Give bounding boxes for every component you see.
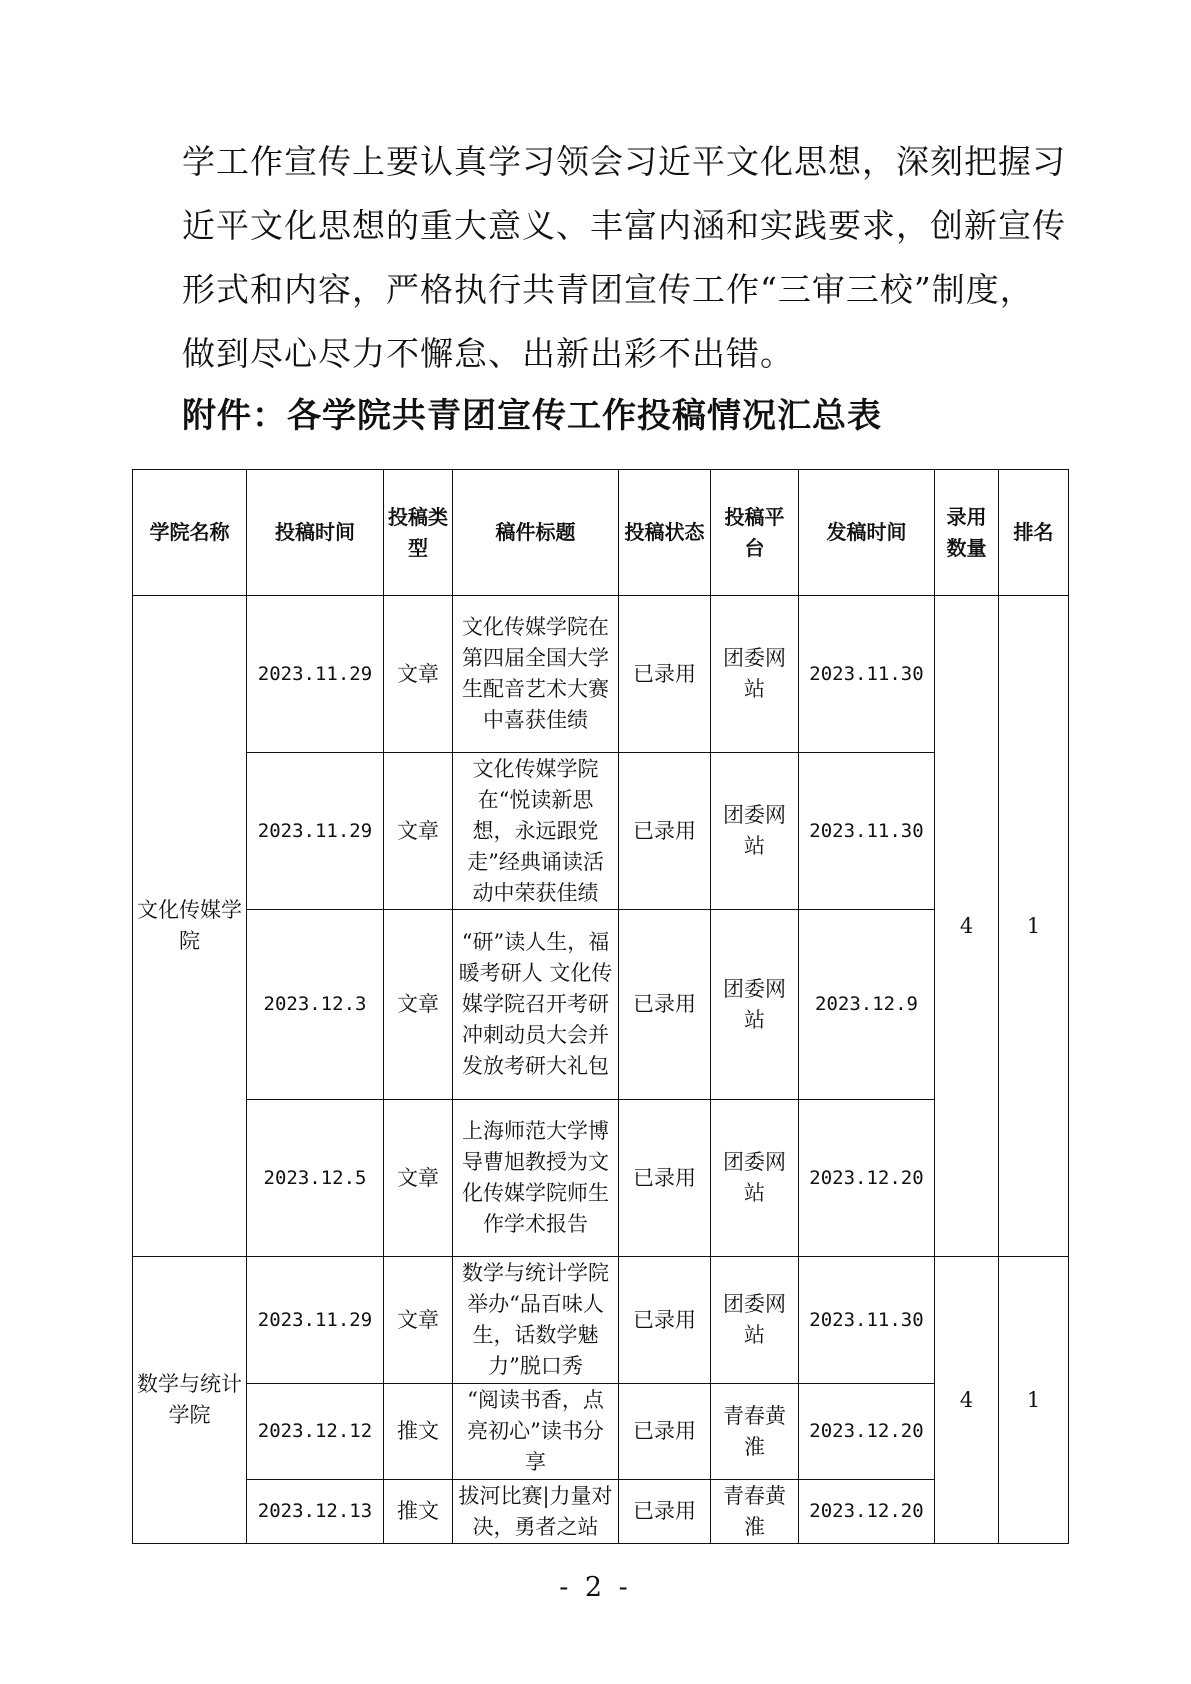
college-cell: 文化传媒学院 bbox=[133, 596, 247, 1257]
submit-time-cell: 2023.12.13 bbox=[247, 1480, 384, 1544]
header-platform: 投稿平台 bbox=[711, 470, 799, 596]
type-cell: 推文 bbox=[384, 1384, 453, 1480]
publish-time-cell: 2023.12.20 bbox=[799, 1100, 935, 1257]
publish-time-cell: 2023.11.30 bbox=[799, 1257, 935, 1384]
platform-cell: 团委网站 bbox=[711, 1100, 799, 1257]
body-line: 近平文化思想的重大意义、丰富内涵和实践要求，创新宣传 bbox=[182, 206, 1066, 245]
title-cell: “阅读书香，点亮初心”读书分享 bbox=[453, 1384, 619, 1480]
rank-cell: 1 bbox=[999, 1257, 1069, 1544]
title-cell: 上海师范大学博导曹旭教授为文化传媒学院师生作学术报告 bbox=[453, 1100, 619, 1257]
status-cell: 已录用 bbox=[619, 753, 711, 910]
platform-cell: 团委网站 bbox=[711, 596, 799, 753]
header-type: 投稿类型 bbox=[384, 470, 453, 596]
title-cell: 文化传媒学院在“悦读新思想，永远跟党走”经典诵读活动中荣获佳绩 bbox=[453, 753, 619, 910]
table-row bbox=[133, 910, 1069, 1100]
college-cell: 数学与统计学院 bbox=[133, 1257, 247, 1544]
page-number: - 2 - bbox=[559, 1572, 632, 1603]
type-cell: 文章 bbox=[384, 1100, 453, 1257]
attachment-title: 附件：各学院共青团宣传工作投稿情况汇总表 bbox=[182, 396, 882, 436]
platform-cell: 青春黄淮 bbox=[711, 1384, 799, 1480]
title-cell: 文化传媒学院在第四届全国大学生配音艺术大赛中喜获佳绩 bbox=[453, 596, 619, 753]
submit-time-cell: 2023.11.29 bbox=[247, 753, 384, 910]
publish-time-cell: 2023.11.30 bbox=[799, 596, 935, 753]
count-cell: 4 bbox=[935, 1257, 999, 1544]
publish-time-cell: 2023.12.20 bbox=[799, 1480, 935, 1544]
publish-time-cell: 2023.12.9 bbox=[799, 910, 935, 1100]
title-cell: 数学与统计学院举办“品百味人生，话数学魅力”脱口秀 bbox=[453, 1257, 619, 1384]
header-college: 学院名称 bbox=[133, 470, 247, 596]
status-cell: 已录用 bbox=[619, 1480, 711, 1544]
table-row bbox=[133, 753, 1069, 910]
platform-cell: 青春黄淮 bbox=[711, 1480, 799, 1544]
status-cell: 已录用 bbox=[619, 596, 711, 753]
rank-cell: 1 bbox=[999, 596, 1069, 1257]
count-cell: 4 bbox=[935, 596, 999, 1257]
publish-time-cell: 2023.11.30 bbox=[799, 753, 935, 910]
header-publish-time: 发稿时间 bbox=[799, 470, 935, 596]
platform-cell: 团委网站 bbox=[711, 910, 799, 1100]
header-title: 稿件标题 bbox=[453, 470, 619, 596]
status-cell: 已录用 bbox=[619, 1100, 711, 1257]
header-row bbox=[133, 470, 1069, 596]
submission-summary-table bbox=[132, 469, 1069, 1544]
header-rank: 排名 bbox=[999, 470, 1069, 596]
table-row bbox=[133, 1384, 1069, 1480]
submit-time-cell: 2023.12.5 bbox=[247, 1100, 384, 1257]
submit-time-cell: 2023.11.29 bbox=[247, 596, 384, 753]
type-cell: 文章 bbox=[384, 596, 453, 753]
status-cell: 已录用 bbox=[619, 1257, 711, 1384]
submit-time-cell: 2023.12.12 bbox=[247, 1384, 384, 1480]
table-row bbox=[133, 1480, 1069, 1544]
type-cell: 推文 bbox=[384, 1480, 453, 1544]
publish-time-cell: 2023.12.20 bbox=[799, 1384, 935, 1480]
status-cell: 已录用 bbox=[619, 1384, 711, 1480]
table-row bbox=[133, 596, 1069, 753]
table-row bbox=[133, 1100, 1069, 1257]
title-cell: “研”读人生，福暖考研人 文化传媒学院召开考研冲刺动员大会并发放考研大礼包 bbox=[453, 910, 619, 1100]
header-status: 投稿状态 bbox=[619, 470, 711, 596]
body-line: 学工作宣传上要认真学习领会习近平文化思想，深刻把握习 bbox=[182, 142, 1066, 181]
title-cell: 拔河比赛|力量对决，勇者之站 bbox=[453, 1480, 619, 1544]
platform-cell: 团委网站 bbox=[711, 753, 799, 910]
body-line: 做到尽心尽力不懈怠、出新出彩不出错。 bbox=[182, 334, 794, 373]
platform-cell: 团委网站 bbox=[711, 1257, 799, 1384]
table-row bbox=[133, 1257, 1069, 1384]
type-cell: 文章 bbox=[384, 753, 453, 910]
submit-time-cell: 2023.12.3 bbox=[247, 910, 384, 1100]
type-cell: 文章 bbox=[384, 910, 453, 1100]
status-cell: 已录用 bbox=[619, 910, 711, 1100]
header-count: 录用数量 bbox=[935, 470, 999, 596]
header-submit-time: 投稿时间 bbox=[247, 470, 384, 596]
submit-time-cell: 2023.11.29 bbox=[247, 1257, 384, 1384]
type-cell: 文章 bbox=[384, 1257, 453, 1384]
body-line: 形式和内容，严格执行共青团宣传工作“三审三校”制度， bbox=[182, 270, 1034, 309]
body-text bbox=[182, 130, 1066, 386]
